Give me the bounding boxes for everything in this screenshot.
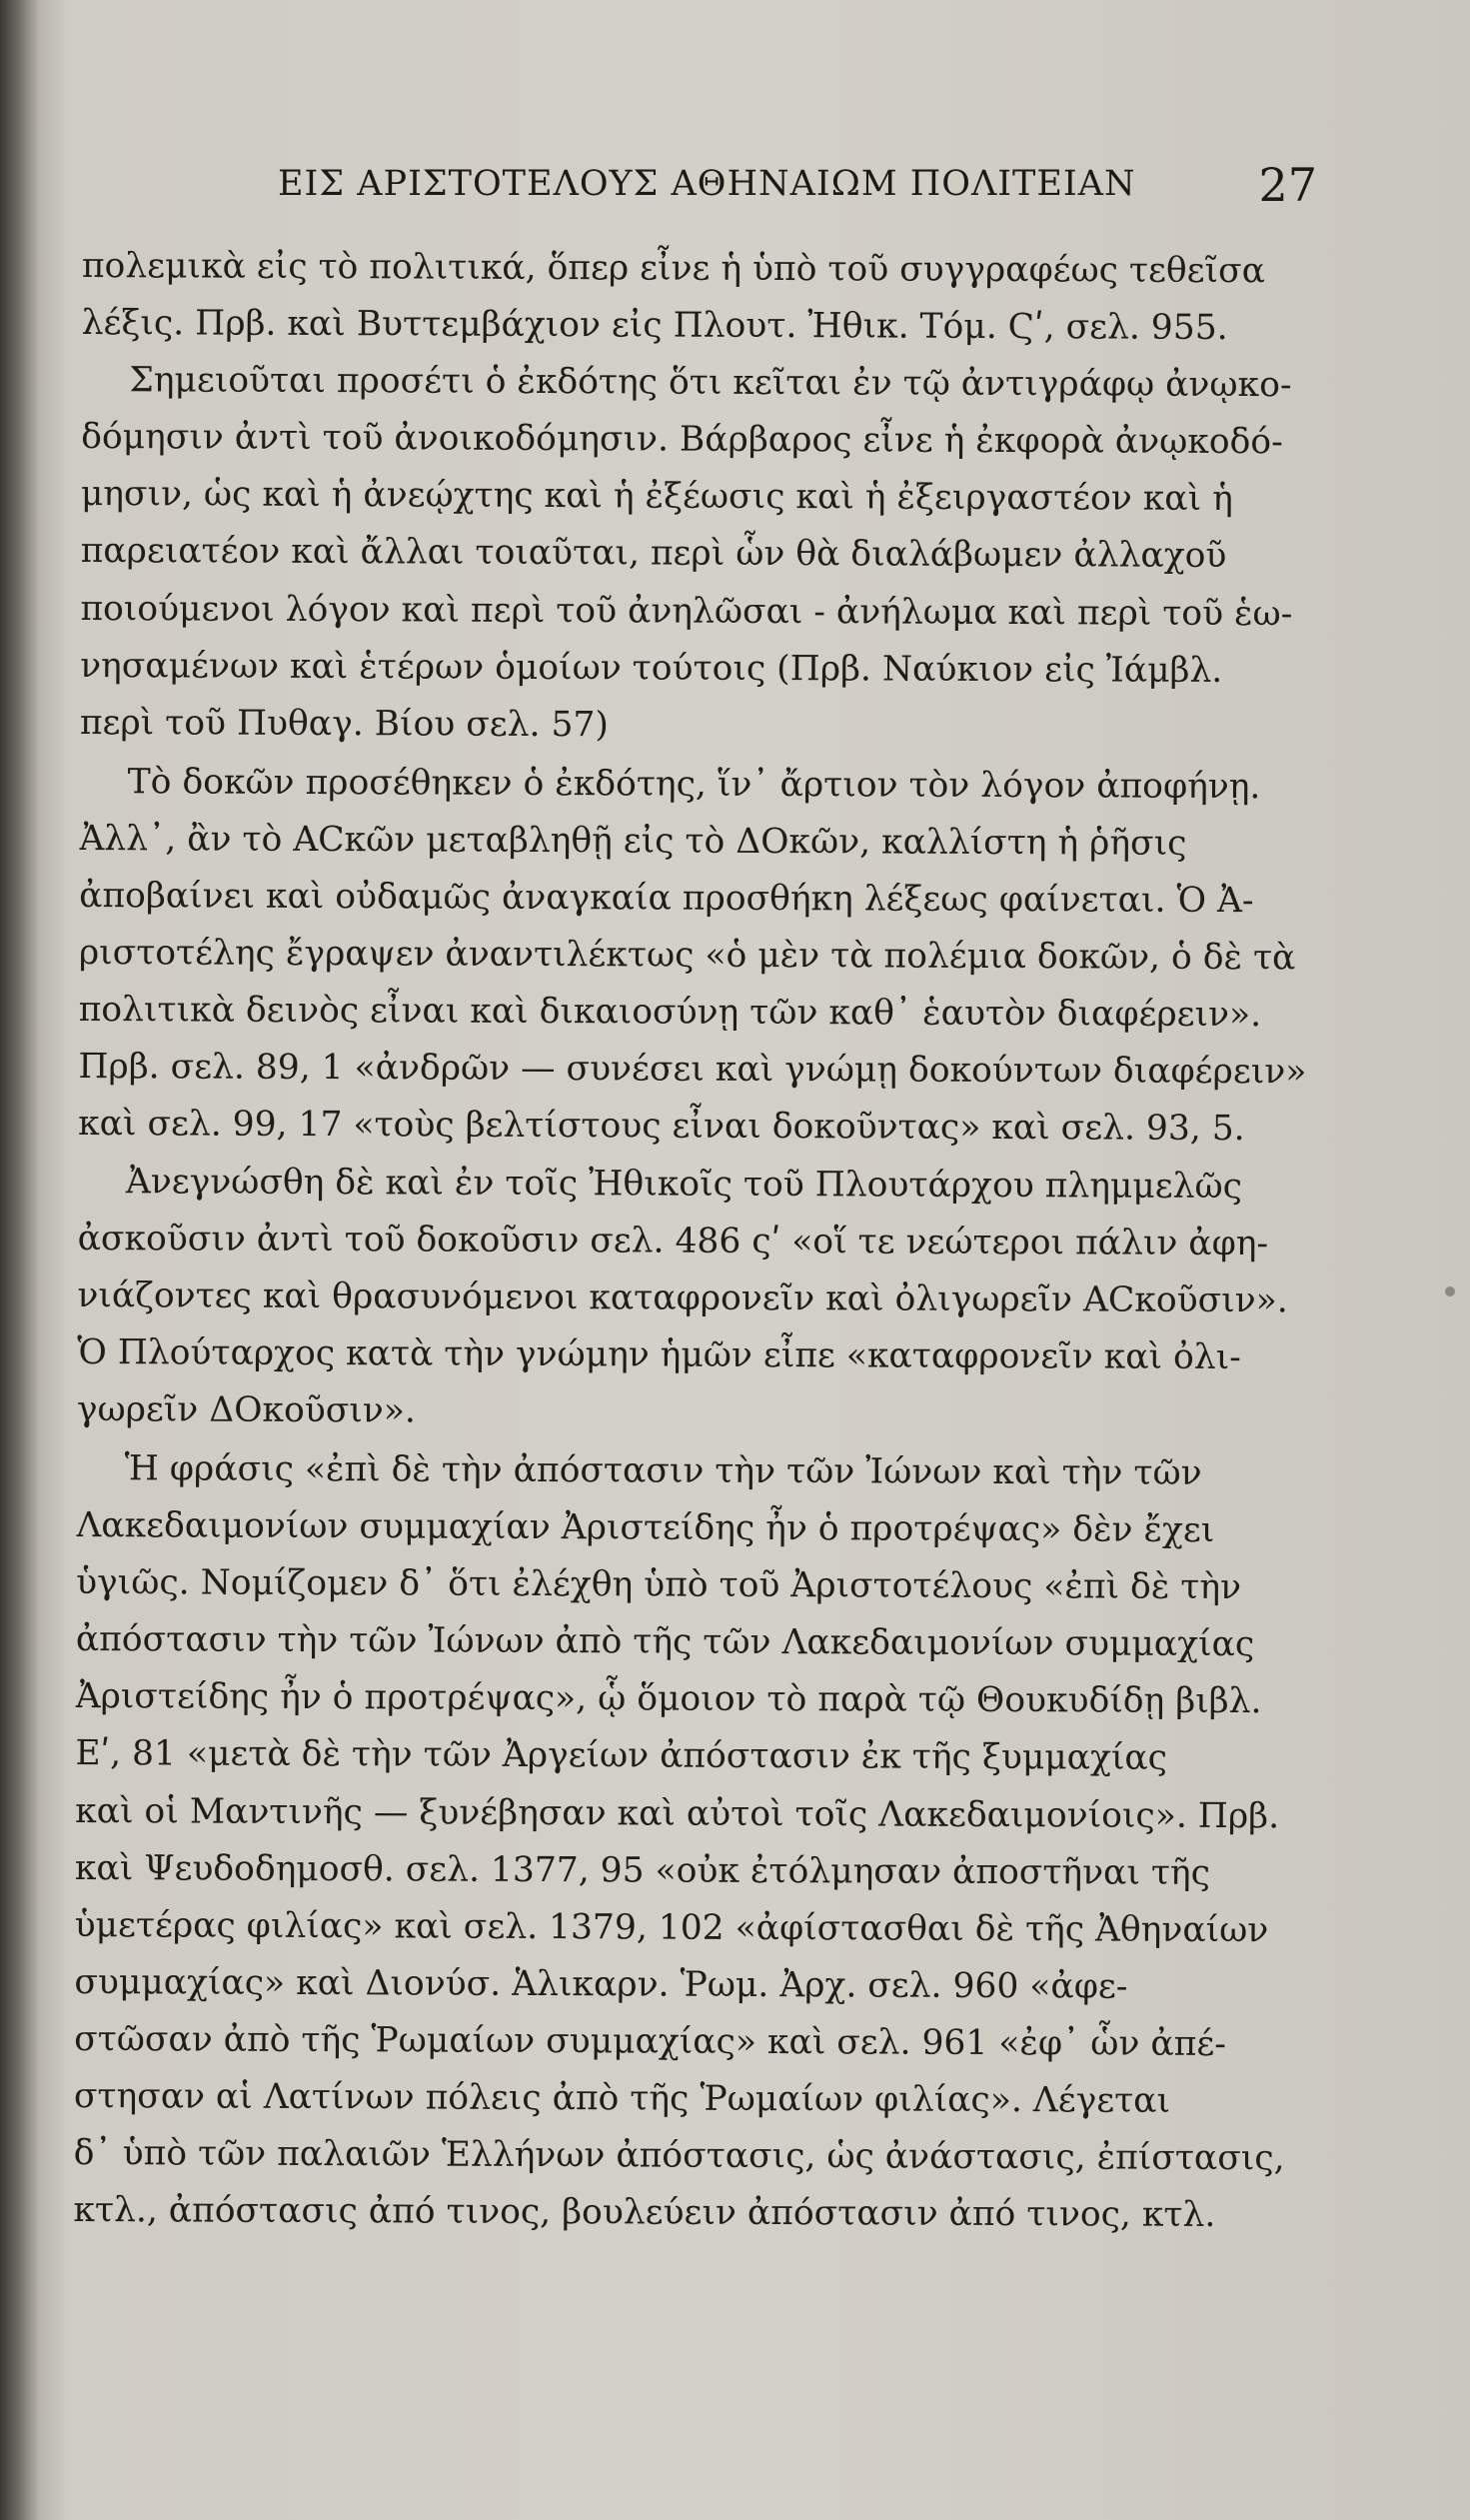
paragraph-3 bbox=[73, 1440, 1315, 2245]
text-line: καὶ σελ. 99, 17 «τοὺς βελτίστους εἶναι δοκοῦντας» καὶ σελ. 93, 5. bbox=[78, 1104, 1245, 1150]
text-line: ἀσκοῦσιν ἀντὶ τοῦ δοκοῦσιν σελ. 486 ςʹ «οἵ τε νεώτεροι πάλιν ἀφη- bbox=[77, 1218, 1269, 1263]
text-line: Πρβ. σελ. 89, 1 «ἀνδρῶν — συνέσει καὶ γνώμῃ δοκούντων διαφέρειν» bbox=[78, 1047, 1307, 1093]
paragraph-2 bbox=[77, 754, 1319, 1444]
text-line: Λακεδαιμονίων συμμαχίαν Ἀριστείδης ἦν ὁ προτρέψας» δὲν ἔχει bbox=[76, 1505, 1215, 1551]
text-line: Ὁ Πλούταρχος κατὰ τὴν γνώμην ἡμῶν εἶπε «καταφρονεῖν καὶ ὀλι- bbox=[77, 1331, 1241, 1377]
text-line: πολιτικὰ δεινὸς εἶναι καὶ δικαιοσύνῃ τῶν καθ᾽ ἑαυτὸν διαφέρειν». bbox=[78, 990, 1262, 1036]
text-line: καὶ Ψευδοδημοσθ. σελ. 1377, 95 «οὐκ ἐτόλμησαν ἀποστῆναι τῆς bbox=[74, 1847, 1211, 1893]
paragraph-1 bbox=[80, 238, 1321, 757]
text-line: στησαν αἱ Λατίνων πόλεις ἀπὸ τῆς Ῥωμαίων φιλίας». Λέγεται bbox=[73, 2075, 1171, 2121]
page-header bbox=[278, 158, 1317, 218]
text-line: ἀποβαίνει καὶ οὐδαμῶς ἀναγκαία προσθήκη λέξεως φαίνεται. Ὁ Ἀ- bbox=[79, 876, 1254, 922]
text-line: Ἀλλ᾽, ἂν τὸ ΑCκῶν μεταβληθῇ εἰς τὸ ΔOκῶν, καλλίστη ἡ ῥῆσις bbox=[79, 818, 1187, 864]
text-line: δόμησιν ἀντὶ τοῦ ἀνοικοδόμησιν. Βάρβαρος εἶνε ἡ ἐκφορὰ ἀνῳκοδό- bbox=[81, 417, 1283, 463]
text-line: ριστοτέλης ἔγραψεν ἀναντιλέκτως «ὁ μὲν τὰ πολέμια δοκῶν, ὁ δὲ τὰ bbox=[78, 933, 1296, 979]
text-line: στῶσαν ἀπὸ τῆς Ῥωμαίων συμμαχίας» καὶ σελ. 961 «ἐφ᾽ ὧν ἀπέ- bbox=[74, 2018, 1226, 2064]
text-line: ὑμετέρας φιλίας» καὶ σελ. 1379, 102 «ἀφίστασθαι δὲ τῆς Ἀθηναίων bbox=[74, 1904, 1269, 1950]
text-line: Ἀνεγνώσθη δὲ καὶ ἐν τοῖς Ἠθικοῖς τοῦ Πλουτάρχου πλημμελῶς bbox=[125, 1161, 1243, 1207]
text-line: συμμαχίας» καὶ Διονύσ. Ἁλικαρν. Ῥωμ. Ἀρχ. σελ. 960 «ἀφε- bbox=[74, 1961, 1128, 2007]
text-line: γωρεῖν ΔOκοῦσιν». bbox=[76, 1388, 416, 1431]
text-line: μησιν, ὡς καὶ ἡ ἀνεῴχτης καὶ ἡ ἐξέωσις καὶ ἡ ἐξειργαστέον καὶ ἡ bbox=[80, 474, 1233, 520]
text-line: πολεμικὰ εἰς τὸ πολιτικά, ὅπερ εἶνε ἡ ὑπὸ τοῦ συγγραφέως τεθεῖσα bbox=[81, 245, 1266, 292]
text-line: κτλ., ἀπόστασις ἀπό τινος, βουλεύειν ἀπόστασιν ἀπό τινος, κτλ. bbox=[73, 2190, 1216, 2236]
text-line: Ἀριστείδης ἦν ὁ προτρέψας», ᾧ ὅμοιον τὸ παρὰ τῷ Θουκυδίδῃ βιβλ. bbox=[75, 1676, 1262, 1722]
text-line: ποιούμενοι λόγον καὶ περὶ τοῦ ἀνηλῶσαι - ἀνήλωμα καὶ περὶ τοῦ ἑω- bbox=[80, 588, 1293, 634]
text-line: Εʹ, 81 «μετὰ δὲ τὴν τῶν Ἀργείων ἀπόστασιν ἐκ τῆς ξυμμαχίας bbox=[75, 1733, 1168, 1779]
running-head: ΕΙΣ ΑΡΙΣΤΟΤΕΛΟΥΣ ΑΘΗΝΑΙΩΜ ΠΟΛΙΤΕΙΑΝ bbox=[278, 164, 1136, 204]
text-line: ἀπόστασιν τὴν τῶν Ἰώνων ἀπὸ τῆς τῶν Λακεδαιμονίων συμμαχίας bbox=[75, 1619, 1255, 1665]
text-line: Ἡ φράσις «ἐπὶ δὲ τὴν ἀπόστασιν τὴν τῶν Ἰώνων καὶ τὴν τῶν bbox=[124, 1448, 1202, 1493]
text-line: Τὸ δοκῶν προσέθηκεν ὁ ἐκδότης, ἵν᾽ ἄρτιον τὸν λόγον ἀποφήνῃ. bbox=[127, 762, 1261, 807]
text-line: παρειατέον καὶ ἄλλαι τοιαῦται, περὶ ὧν θὰ διαλάβωμεν ἀλλαχοῦ bbox=[80, 531, 1227, 577]
text-line: καὶ οἱ Μαντινῆς — ξυνέβησαν καὶ αὐτοὶ τοῖς Λακεδαιμονίοις». Πρβ. bbox=[75, 1790, 1280, 1836]
text-line: νιάζοντες καὶ θρασυνόμενοι καταφρονεῖν καὶ ὀλιγωρεῖν ΑCκοῦσιν». bbox=[77, 1274, 1288, 1320]
text-line: λέξις. Πρβ. καὶ Βυττεμβάχιον εἰς Πλουτ. Ἠθικ. Τόμ. Ϛʹ, σελ. 955. bbox=[81, 303, 1228, 349]
text-line: νησαμένων καὶ ἑτέρων ὁμοίων τούτοις (Πρβ. Ναύκιον εἰς Ἰάμβλ. bbox=[80, 645, 1223, 691]
body-text bbox=[73, 238, 1321, 2247]
page-number: 27 bbox=[1258, 158, 1317, 212]
text-line: δ᾽ ὑπὸ τῶν παλαιῶν Ἑλλήνων ἀπόστασις, ὡς ἀνάστασις, ἐπίστασις, bbox=[73, 2133, 1285, 2179]
ink-spot bbox=[1445, 1286, 1455, 1296]
text-line: ὑγιῶς. Νομίζομεν δ᾽ ὅτι ἐλέχθη ὑπὸ τοῦ Ἀριστοτέλους «ἐπὶ δὲ τὴν bbox=[76, 1562, 1242, 1608]
text-line: Σημειοῦται προσέτι ὁ ἐκδότης ὅτι κεῖται ἐν τῷ ἀντιγράφῳ ἀνῳκο- bbox=[129, 360, 1292, 406]
text-line: περὶ τοῦ Πυθαγ. Βίου σελ. 57) bbox=[79, 702, 609, 746]
